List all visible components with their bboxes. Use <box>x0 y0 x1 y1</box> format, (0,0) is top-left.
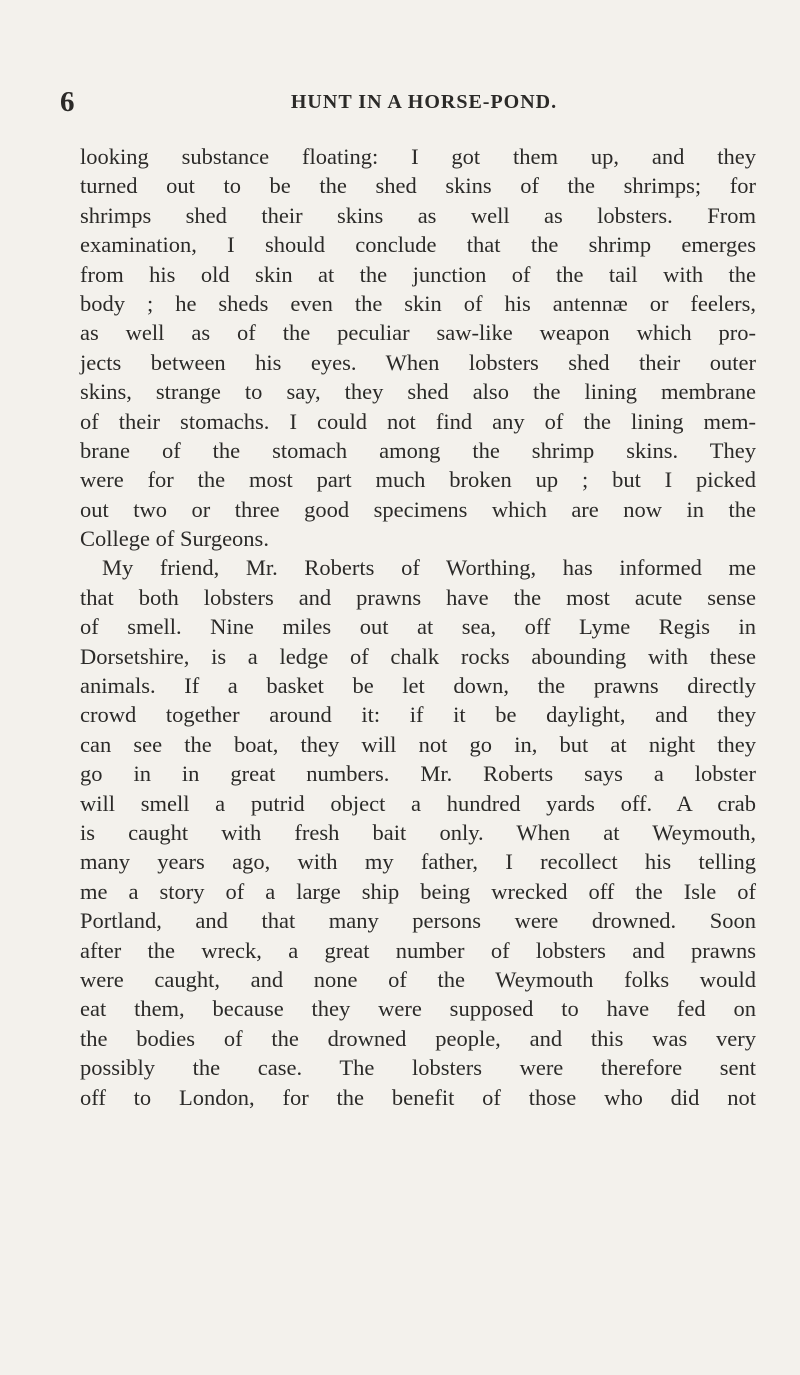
page-number: 6 <box>60 86 75 118</box>
text-line: can see the boat, they will not go in, but at night they <box>80 731 756 757</box>
text-line: jects between his eyes. When lobsters shed their outer <box>80 349 756 375</box>
text-line: the bodies of the drowned people, and this was very <box>80 1025 756 1051</box>
text-line: after the wreck, a great number of lobsters and prawns <box>80 937 756 963</box>
text-line: me a story of a large ship being wrecked off the Isle of <box>80 878 756 904</box>
text-line: of smell. Nine miles out at sea, off Lyme Regis in <box>80 614 756 640</box>
text-line: examination, I should conclude that the shrimp emerges <box>80 232 756 258</box>
text-line: were caught, and none of the Weymouth folks would <box>80 966 756 992</box>
running-head: HUNT IN A HORSE-POND. <box>290 91 558 113</box>
text-line: College of Surgeons. <box>80 526 269 552</box>
body-text <box>80 142 756 1112</box>
text-line: go in in great numbers. Mr. Roberts says a lobster <box>80 761 756 787</box>
text-line: as well as of the peculiar saw-like weapon which pro- <box>80 320 756 346</box>
text-line: Dorsetshire, is a ledge of chalk rocks abounding with these <box>80 643 756 669</box>
text-line: eat them, because they were supposed to have fed on <box>80 996 756 1022</box>
text-line: body ; he sheds even the skin of his antennæ or feelers, <box>80 290 756 316</box>
text-line: many years ago, with my father, I recollect his telling <box>80 849 756 875</box>
text-line: looking substance floating: I got them up, and they <box>80 144 756 169</box>
paragraph-first-line: My friend, Mr. Roberts of Worthing, has informed me <box>102 555 756 581</box>
text-line: will smell a putrid object a hundred yards off. A crab <box>80 790 756 816</box>
text-line: turned out to be the shed skins of the shrimps; for <box>80 173 756 199</box>
text-line: brane of the stomach among the shrimp skins. They <box>80 437 756 463</box>
page-header <box>60 84 760 120</box>
text-line: that both lobsters and prawns have the most acute sense <box>80 584 756 610</box>
text-line: off to London, for the benefit of those who did not <box>80 1084 756 1110</box>
text-line: is caught with fresh bait only. When at Weymouth, <box>80 819 756 845</box>
text-line: from his old skin at the junction of the tail with the <box>80 261 756 287</box>
text-line: out two or three good specimens which are now in the <box>80 496 756 522</box>
text-line: crowd together around it: if it be daylight, and they <box>80 702 756 728</box>
text-line: shrimps shed their skins as well as lobsters. From <box>80 202 756 228</box>
text-line: possibly the case. The lobsters were therefore sent <box>80 1055 756 1081</box>
text-line: were for the most part much broken up ; but I picked <box>80 467 756 493</box>
text-line: Portland, and that many persons were drowned. Soon <box>80 908 756 934</box>
text-line: animals. If a basket be let down, the prawns directly <box>80 673 756 699</box>
text-line: skins, strange to say, they shed also the lining membrane <box>80 379 756 405</box>
text-line: of their stomachs. I could not find any of the lining mem- <box>80 408 756 434</box>
